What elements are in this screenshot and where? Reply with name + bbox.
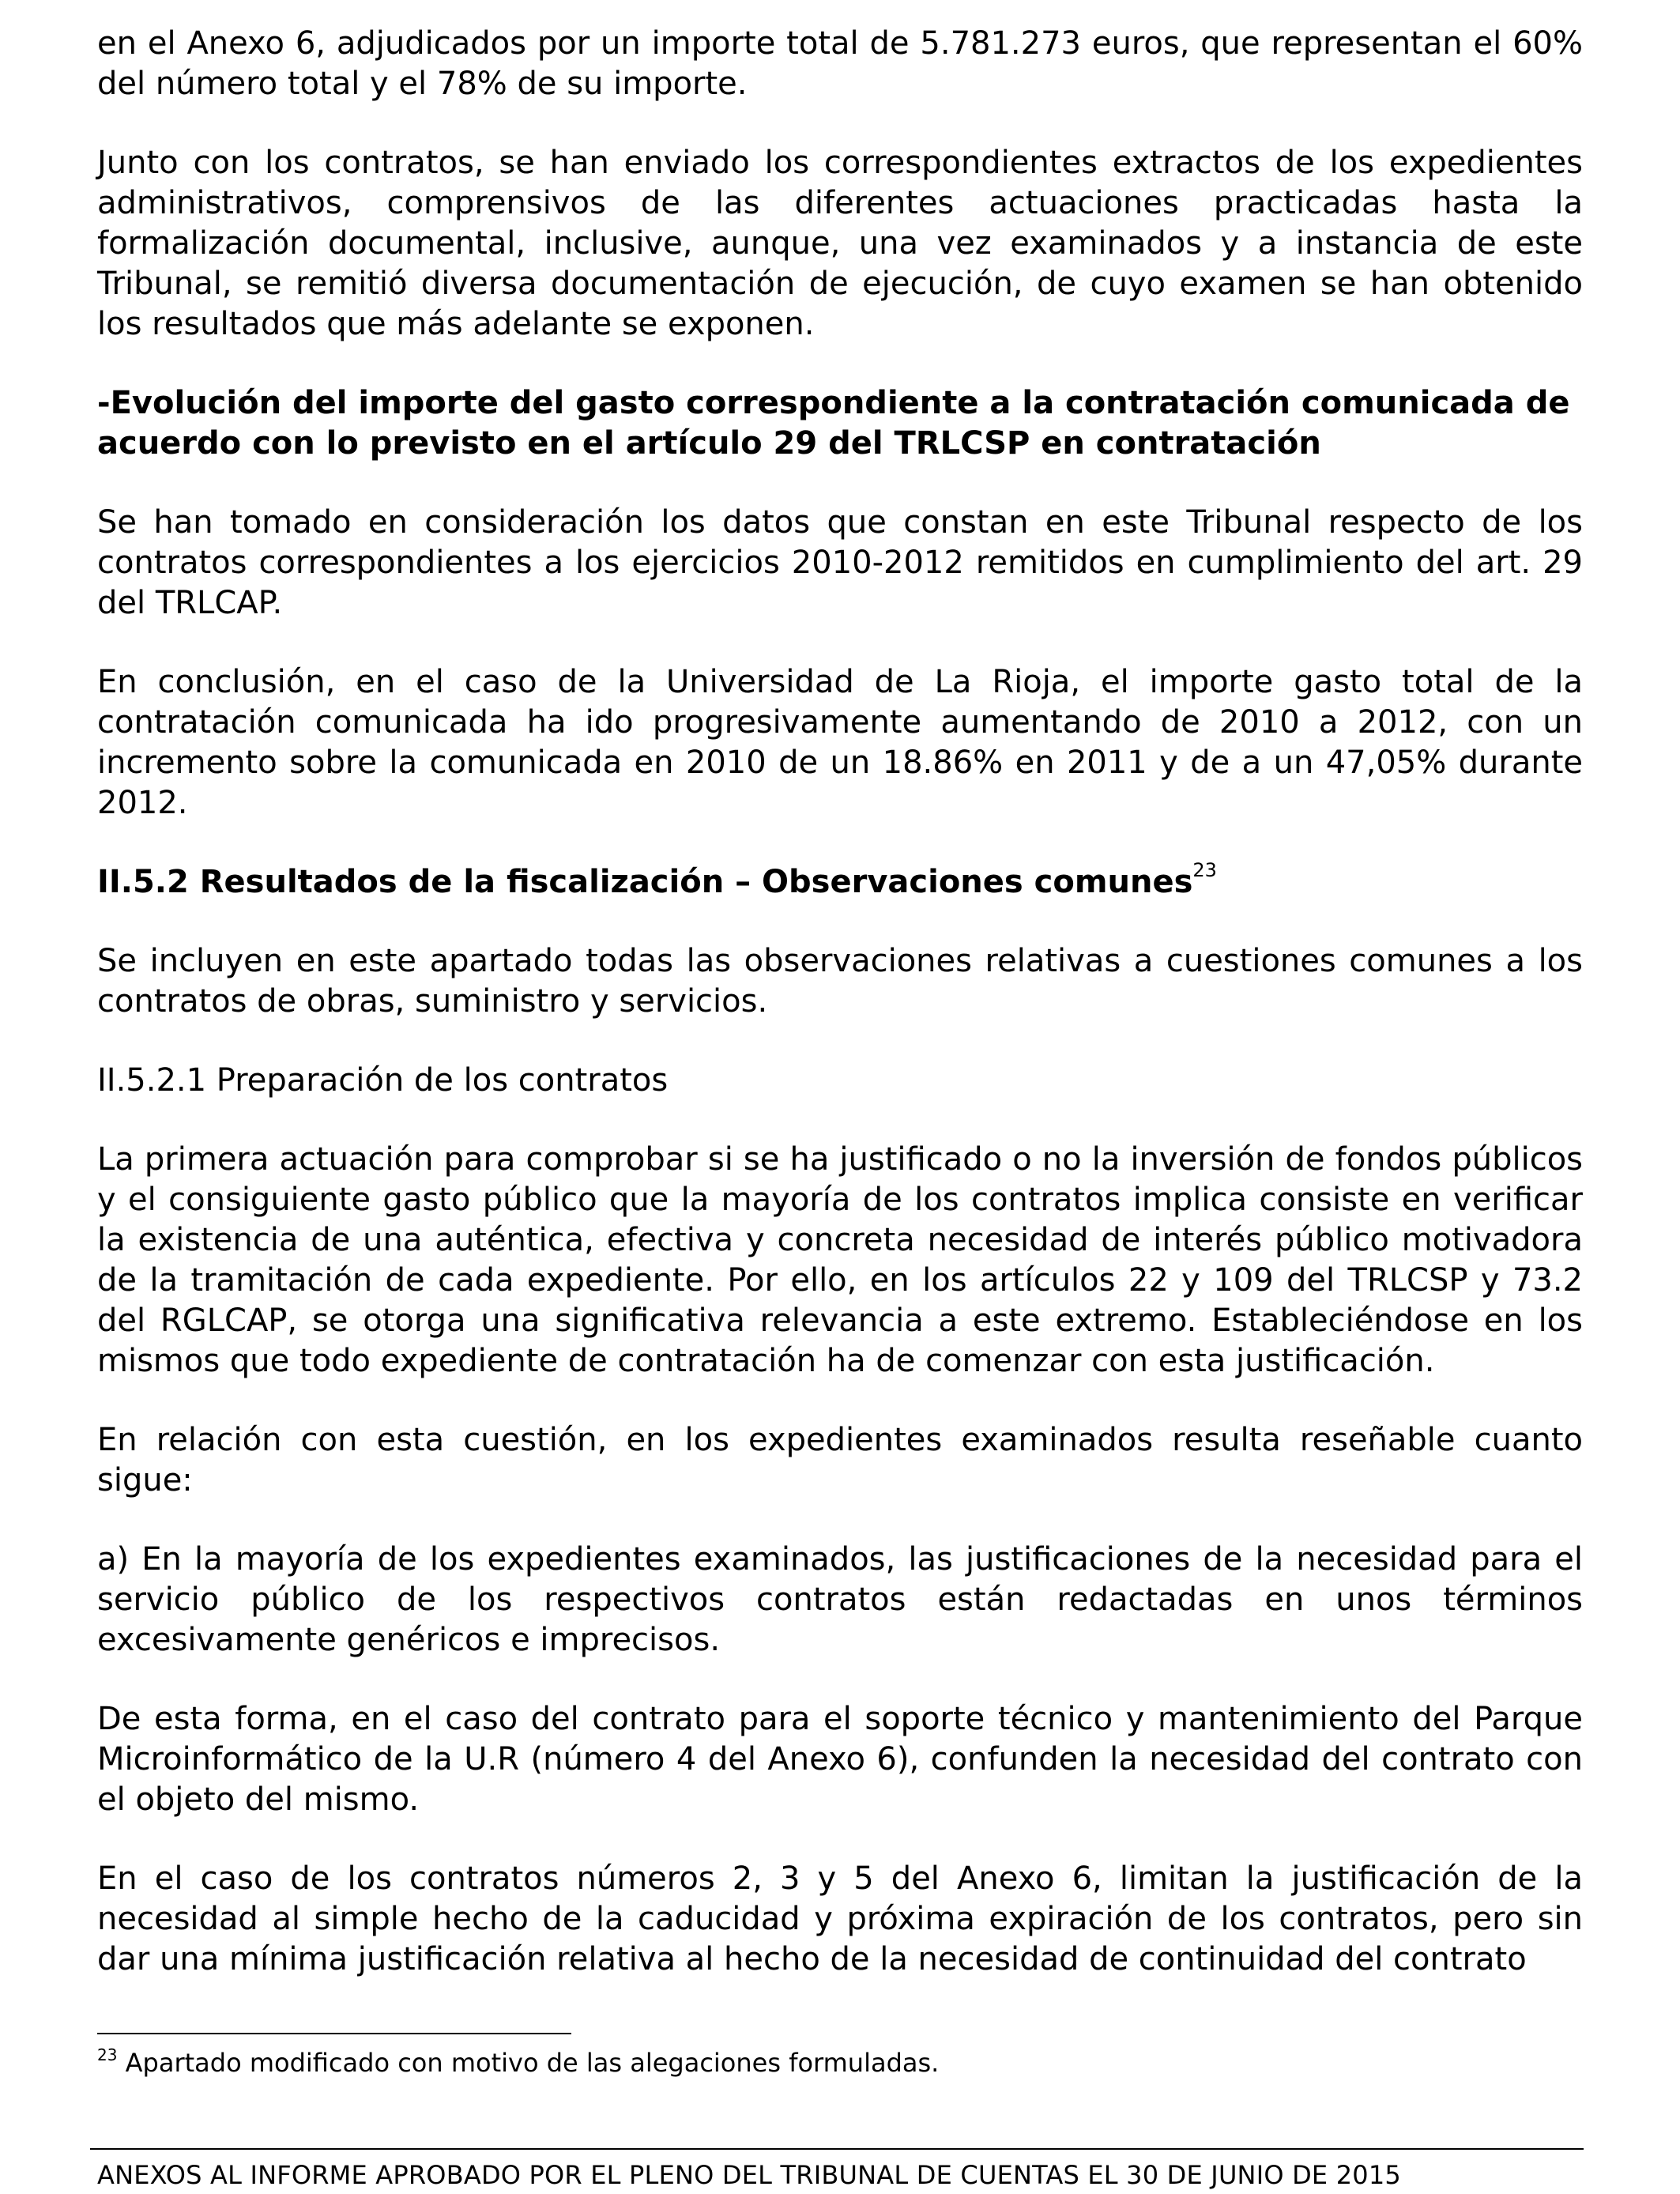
section-heading-text: II.5.2 Resultados de la fiscalización – Observaciones comunes [97,864,1193,900]
paragraph-relacion-cuestion: En relación con esta cuestión, en los expedientes examinados resulta reseñable cuanto sigue: [97,1422,1583,1498]
paragraph-conclusion: En conclusión, en el caso de la Universidad de La Rioja, el importe gasto total de la contratación comunicada ha ido progresivamente aumentando de 2010 a 2012, con un incremento sobre la comunicada en 2010 de un 18.86% en 2011 y de a un 47,05% durante 2012. [97,664,1583,821]
paragraph-anexo-6-summary: en el Anexo 6, adjudicados por un importe total de 5.781.273 euros, que representan el 60% del número total y el 78% de su importe. [97,25,1583,102]
paragraph-datos-tribunal: Se han tomado en consideración los datos que constan en este Tribunal respecto de los contratos correspondientes a los ejercicios 2010-2012 remitidos en cumplimiento del art. 29 del TRLCAP. [97,504,1583,621]
paragraph-justificacion-necesidad: La primera actuación para comprobar si se ha justificado o no la inversión de fondos públicos y el consiguiente gasto público que la mayoría de los contratos implica consiste en verificar la existencia de una auténtica, efectiva y concreta necesidad de interés público motivadora de la tramitación de cada expediente. Por ello, en los artículos 22 y 109 del TRLCSP y 73.2 del RGLCAP, se otorga una significativa relevancia a este extremo. Estableciéndose en los mismos que todo expediente de contratación ha de comenzar con esta justificación. [97,1141,1583,1379]
footer-divider [90,2148,1584,2150]
footnote-text: Apartado modificado con motivo de las alegaciones formuladas. [117,2048,940,2078]
footnote-divider [97,2033,571,2034]
paragraph-observaciones-comunes: Se incluyen en este apartado todas las observaciones relativas a cuestiones comunes a los contratos de obras, suministro y servicios. [97,943,1583,1020]
heading-evolucion-importe: -Evolución del importe del gasto correspondiente a la contratación comunicada de acuerdo con lo previsto en el artículo 29 del TRLCSP en contratación [97,385,1570,462]
footnote-number: 23 [97,2045,118,2064]
subsection-heading-preparacion: II.5.2.1 Preparación de los contratos [97,1062,669,1099]
paragraph-contract-extracts: Junto con los contratos, se han enviado los correspondientes extractos de los expedientes administrativos, comprensivos de las diferentes actuaciones practicadas hasta la formalización documental, inclusive, aunque, una vez examinados y a instancia de este Tribunal, se remitió diversa documentación de ejecución, de cuyo examen se han obtenido los resultados que más adelante se exponen. [97,145,1583,342]
document-body [97,24,1583,1980]
section-heading-resultados [97,859,1583,903]
paragraph-item-a: a) En la mayoría de los expedientes examinados, las justificaciones de la necesidad para el servicio público de los respectivos contratos están redactadas en unos términos excesivamente genéricos e imprecisos. [97,1541,1583,1658]
footnote [97,2047,939,2079]
page-footer: ANEXOS AL INFORME APROBADO POR EL PLENO DEL TRIBUNAL DE CUENTAS EL 30 DE JUNIO DE 2015 [97,2160,1401,2190]
paragraph-contratos-2-3-5: En el caso de los contratos números 2, 3 y 5 del Anexo 6, limitan la justificación de la necesidad al simple hecho de la caducidad y próxima expiración de los contratos, pero sin dar una mínima justificación relativa al hecho de la necesidad de continuidad del contrato [97,1860,1583,1977]
footnote-reference[interactable]: 23 [1192,859,1217,881]
paragraph-parque-microinformatico: De esta forma, en el caso del contrato para el soporte técnico y mantenimiento del Parque Microinformático de la U.R (número 4 del Anexo 6), confunden la necesidad del contrato con el objeto del mismo. [97,1701,1583,1818]
